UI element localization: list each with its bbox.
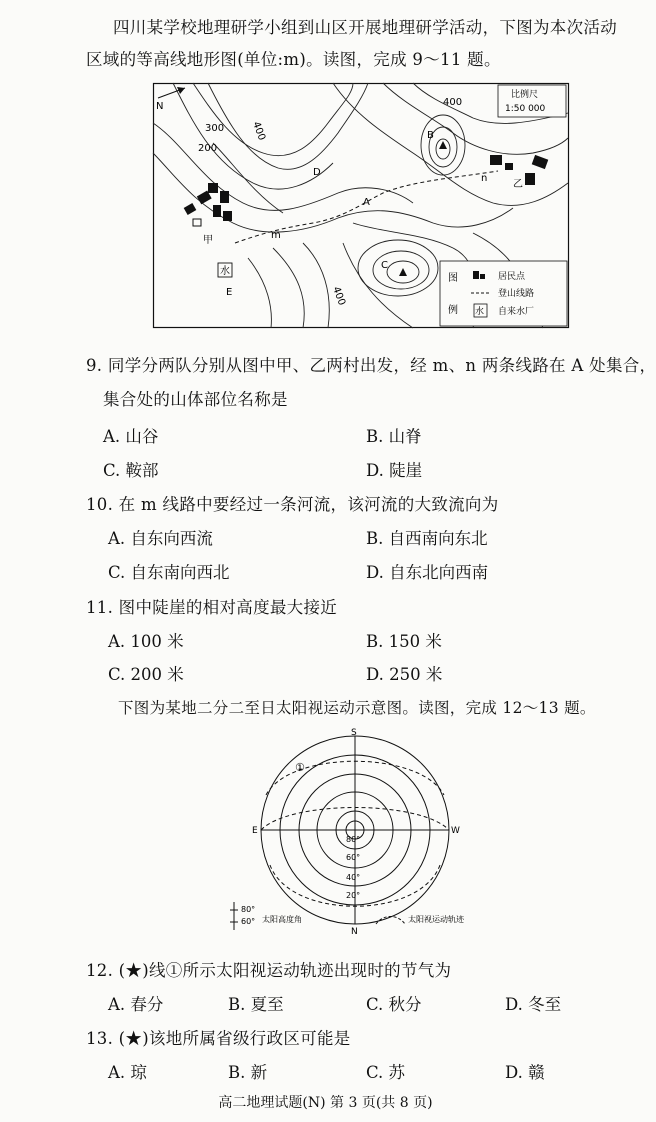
contour-label-400-top: 400	[443, 97, 463, 108]
q9-option-d[interactable]: D. 陡崖	[366, 461, 423, 480]
point-b: B	[427, 130, 434, 141]
q13-option-b[interactable]: B. 新	[228, 1063, 268, 1082]
dir-e: E	[252, 826, 258, 836]
point-c: C	[381, 260, 388, 271]
q13-option-c[interactable]: C. 苏	[366, 1063, 406, 1082]
legend-alt-label: 太阳高度角	[262, 915, 302, 924]
alt-40: 40°	[346, 873, 361, 882]
legend-track-label: 太阳视运动轨迹	[408, 915, 464, 924]
legend-60: 60°	[241, 917, 256, 926]
alt-20: 20°	[346, 891, 361, 900]
contour-label-200: 200	[198, 143, 218, 154]
legend-water-symbol: 水	[475, 307, 485, 317]
intro-line-2: 区域的等高线地形图(单位:m)。读图，完成 9～11 题。	[86, 50, 501, 69]
q13-option-d[interactable]: D. 赣	[505, 1063, 545, 1082]
q12-option-c[interactable]: C. 秋分	[366, 995, 422, 1014]
legend-resident-icon	[473, 271, 479, 279]
village-yi-label: 乙	[513, 179, 523, 190]
q13-stem: 13. (★)该地所属省级行政区可能是	[86, 1029, 351, 1048]
point-n: n	[481, 173, 488, 184]
q11-option-d[interactable]: D. 250 米	[366, 665, 443, 684]
track-1-label: ①	[295, 761, 305, 774]
legend-water-label: 自来水厂	[498, 307, 535, 317]
q10-option-b[interactable]: B. 自西南向东北	[366, 529, 488, 548]
dir-w: W	[451, 826, 460, 836]
point-e: E	[226, 287, 233, 298]
dir-s: S	[351, 728, 357, 738]
legend-title-top: 图	[448, 273, 458, 284]
q10-option-d[interactable]: D. 自东北向西南	[366, 563, 489, 582]
legend-title-bottom: 例	[448, 305, 458, 316]
q13-option-a[interactable]: A. 琼	[108, 1063, 147, 1082]
scale-title: 比例尺	[511, 90, 539, 100]
legend-route-label: 登山线路	[498, 289, 535, 299]
q9-option-c[interactable]: C. 鞍部	[103, 461, 159, 480]
q9-option-a[interactable]: A. 山谷	[103, 427, 159, 446]
contour-label-300: 300	[205, 123, 225, 134]
point-d: D	[313, 167, 321, 178]
q9-option-b[interactable]: B. 山脊	[366, 427, 422, 446]
point-m: m	[271, 230, 281, 241]
page-footer: 高二地理试题(N) 第 3 页(共 8 页)	[218, 1095, 433, 1111]
q12-option-d[interactable]: D. 冬至	[505, 995, 562, 1014]
q11-option-a[interactable]: A. 100 米	[108, 632, 184, 651]
contour-map	[153, 83, 569, 328]
legend-80: 80°	[241, 905, 256, 914]
sun-legend	[228, 898, 498, 934]
q12-stem: 12. (★)线①所示太阳视运动轨迹出现时的节气为	[86, 961, 452, 980]
q10-stem: 10. 在 m 线路中要经过一条河流，该河流的大致流向为	[86, 495, 499, 514]
q9-stem-line-2: 集合处的山体部位名称是	[103, 390, 288, 409]
legend-resident-label: 居民点	[498, 272, 526, 282]
alt-60: 60°	[346, 853, 361, 862]
q12-option-b[interactable]: B. 夏至	[228, 995, 284, 1014]
scale-value: 1:50 000	[505, 104, 546, 114]
q11-option-b[interactable]: B. 150 米	[366, 632, 442, 651]
contour-label-400-left: 400	[250, 120, 268, 142]
north-label: N	[156, 101, 164, 112]
intro-line-1: 四川某学校地理研学小组到山区开展地理研学活动，下图为本次活动	[113, 18, 617, 37]
q12-option-a[interactable]: A. 春分	[108, 995, 164, 1014]
q10-option-c[interactable]: C. 自东南向西北	[108, 563, 230, 582]
intro-2: 下图为某地二分二至日太阳视运动示意图。读图，完成 12～13 题。	[118, 699, 596, 717]
point-a: A	[363, 197, 370, 208]
q10-option-a[interactable]: A. 自东向西流	[108, 529, 213, 548]
dir-n: N	[351, 927, 358, 937]
q11-option-c[interactable]: C. 200 米	[108, 665, 184, 684]
contour-label-400-bottom: 400	[330, 285, 348, 307]
legend-track-icon	[376, 917, 405, 925]
q11-stem: 11. 图中陡崖的相对高度最大接近	[86, 598, 338, 617]
q9-stem-line-1: 9. 同学分两队分别从图中甲、乙两村出发，经 m、n 两条线路在 A 处集合，	[86, 356, 656, 375]
water-plant-symbol: 水	[220, 266, 230, 277]
alt-80: 80°	[346, 835, 361, 844]
village-jia-label: 甲	[203, 235, 213, 246]
